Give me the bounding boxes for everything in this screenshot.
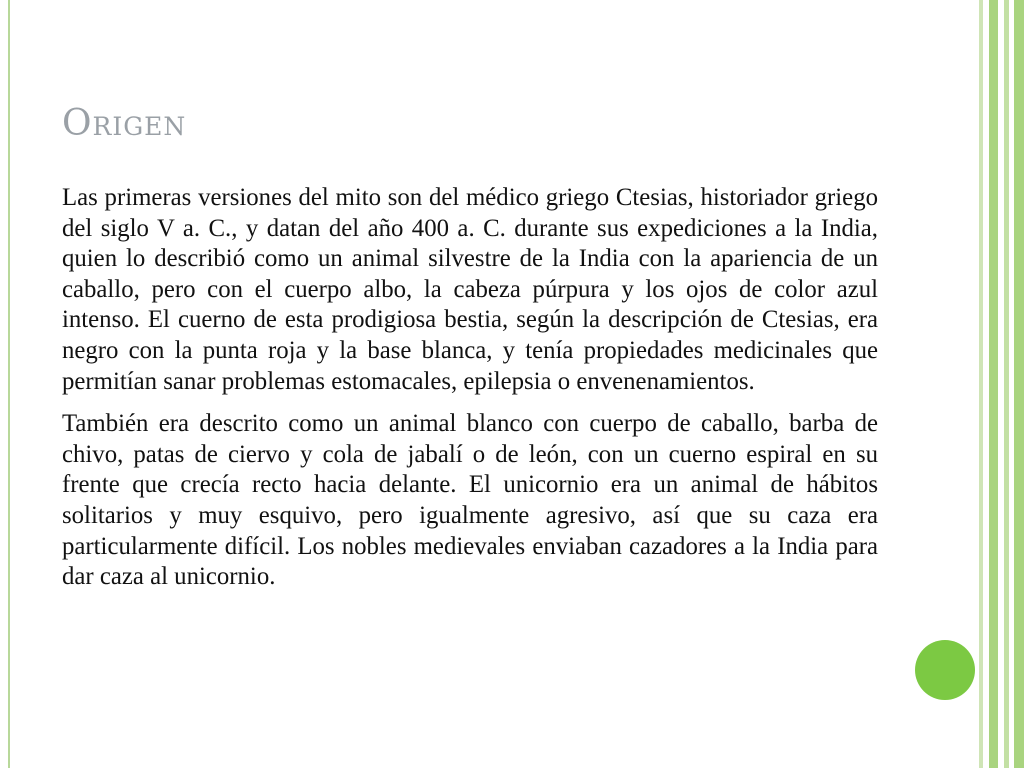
left-border-line bbox=[8, 0, 10, 768]
right-decor-stripe bbox=[1004, 0, 1009, 768]
right-decor-stripe bbox=[1014, 0, 1024, 768]
green-circle-decoration bbox=[915, 640, 975, 700]
body-paragraph-2: También era descrito como un animal blanco con cuerpo de caballo, barba de chivo, patas de ciervo y cola de jabalí o de león, con un cuerno espiral en su frente que crecía recto hacia delante. El unicornio era un animal de hábitos solitarios y muy esquivo, pero igualmente agresivo, así que su caza era particularmente difícil. Los nobles medievales enviaban cazadores a la India para dar caza al unicornio. bbox=[62, 410, 878, 591]
slide-title: Origen bbox=[62, 103, 187, 144]
body-paragraph-1: Las primeras versiones del mito son del médico griego Ctesias, historiador griego del siglo V a. C., y datan del año 400 a. C. durante sus expediciones a la India, quien lo describió como un animal silvestre de la India con la apariencia de un caballo, pero con el cuerpo albo, la cabeza púrpura y los ojos de color azul intenso. El cuerno de esta prodigiosa bestia, según la descripción de Ctesias, era negro con la punta roja y la base blanca, y tenía propiedades medicinales que permitían sanar problemas estomacales, epilepsia o envenenamientos. bbox=[62, 184, 878, 395]
slide-body bbox=[62, 183, 878, 605]
right-decor-stripe bbox=[989, 0, 998, 768]
right-decor-stripe bbox=[979, 0, 983, 768]
